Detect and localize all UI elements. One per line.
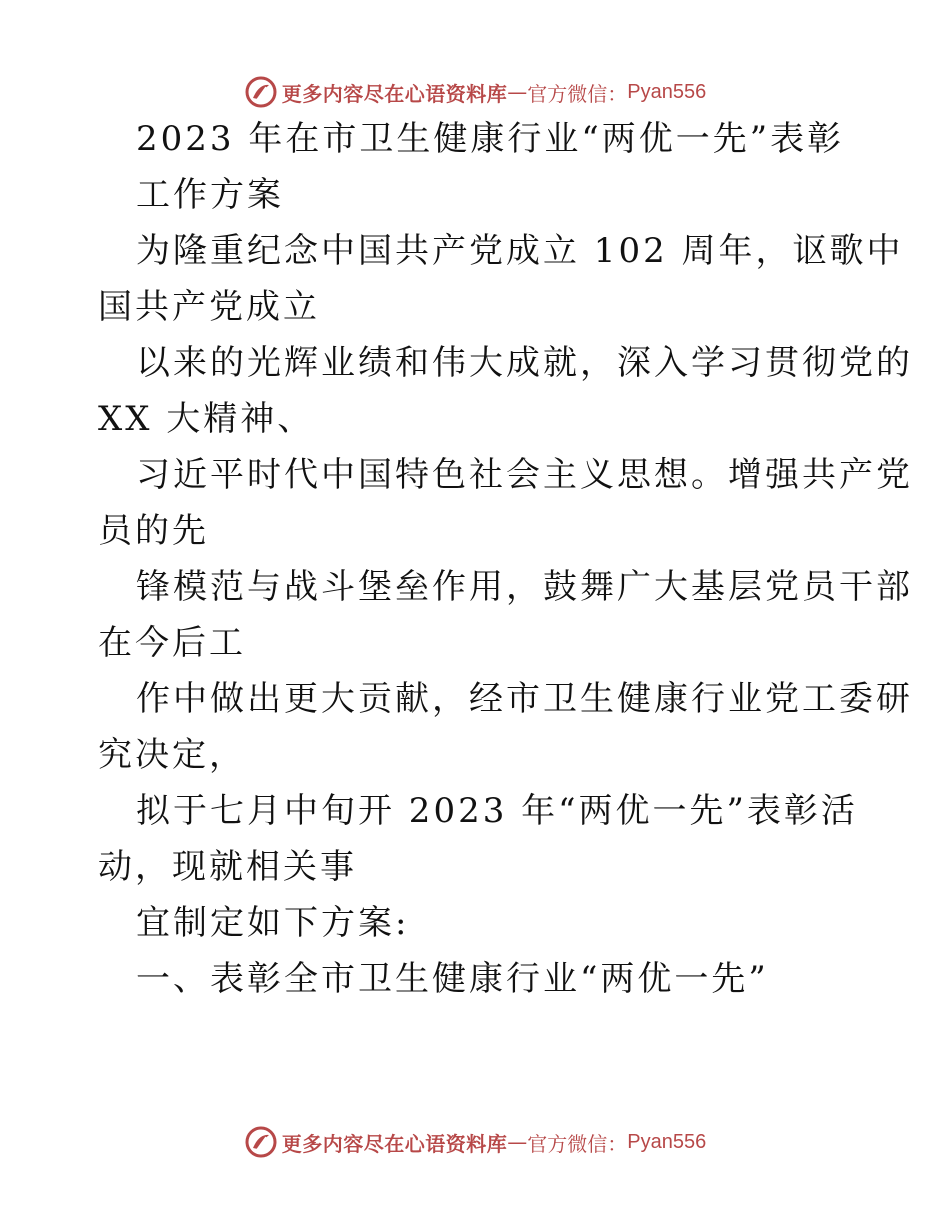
watermark-wechat-id: Pyan556	[627, 80, 707, 103]
document-body	[98, 119, 913, 1018]
paragraph-line: 为隆重纪念中国共产党成立 102 周年，讴歌中	[136, 231, 904, 271]
paragraph-line: 动，现就相关事	[98, 847, 357, 887]
document-title: 2023 年在市卫生健康行业“两优一先”表彰	[136, 119, 845, 159]
watermark-wechat-id: Pyan556	[627, 1130, 707, 1153]
paragraph-line: 以来的光辉业绩和伟大成就，深入学习贯彻党的	[136, 343, 913, 383]
watermark-wechat-label: 官方微信：	[527, 1131, 628, 1156]
watermark-separator: —	[507, 1130, 528, 1154]
paragraph-line: 锋模范与战斗堡垒作用，鼓舞广大基层党员干部	[136, 567, 913, 607]
section-heading: 一、表彰全市卫生健康行业“两优一先”	[136, 959, 769, 999]
document-title-line-2: 工作方案	[136, 175, 284, 215]
paragraph-line: 员的先	[98, 511, 209, 551]
paragraph-line: XX 大精神、	[98, 399, 315, 439]
paragraph-line: 究决定，	[98, 735, 246, 775]
paragraph-line: 国共产党成立	[98, 287, 320, 327]
paragraph-line: 习近平时代中国特色社会主义思想。增强共产党	[136, 455, 913, 495]
header-watermark	[0, 72, 950, 112]
paragraph-line: 在今后工	[98, 623, 246, 663]
brand-logo-icon	[244, 1125, 278, 1159]
brand-logo-icon	[244, 75, 278, 109]
paragraph-line: 宜制定如下方案:	[136, 903, 410, 943]
watermark-site-text: 更多内容尽在心语资料库	[281, 81, 508, 106]
watermark-wechat-label: 官方微信：	[527, 81, 628, 106]
footer-watermark	[0, 1122, 950, 1162]
paragraph-line: 拟于七月中旬开 2023 年“两优一先”表彰活	[136, 791, 858, 831]
paragraph-line: 作中做出更大贡献，经市卫生健康行业党工委研	[136, 679, 913, 719]
watermark-site-text: 更多内容尽在心语资料库	[281, 1131, 508, 1156]
watermark-separator: —	[507, 80, 528, 104]
